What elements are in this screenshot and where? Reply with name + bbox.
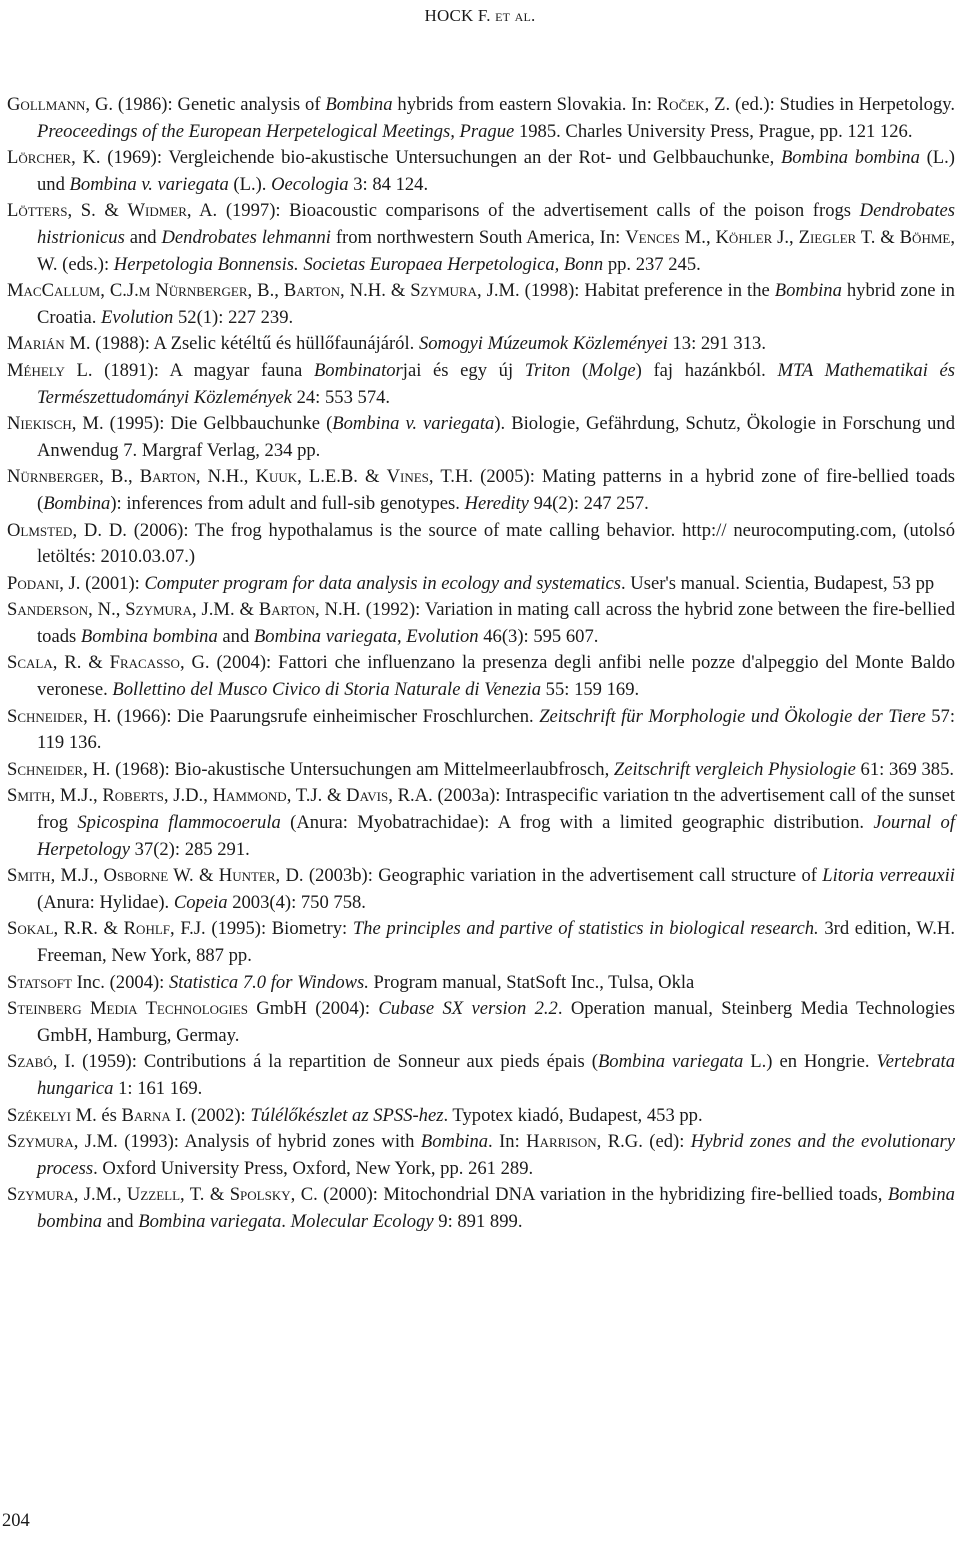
author-name: Sanderson	[7, 599, 89, 621]
author-name: Barna	[121, 1104, 171, 1126]
author-name: Statsoft	[7, 971, 72, 993]
author-name: Roberts	[102, 785, 164, 807]
text-run: W. &	[168, 865, 219, 887]
text-run: , J.M. (1998): Habitat preference in the	[476, 280, 775, 302]
text-run: . In:	[488, 1131, 527, 1153]
text-run: , C.J.	[100, 280, 139, 302]
italic-run: Molecular Ecology	[290, 1210, 434, 1232]
text-run: hybrids from eastern Slovakia. In:	[392, 94, 657, 115]
text-run: (L.).	[228, 173, 272, 195]
text-run: , N.H.,	[195, 466, 256, 488]
author-name: Hunter	[218, 865, 276, 887]
reference-entry	[7, 996, 955, 1049]
text-run: , F.J. (1995): Biometry:	[170, 918, 353, 940]
text-run: 52(1): 227 239.	[173, 306, 294, 328]
author-name: Nürnberger	[7, 466, 100, 488]
author-name: Kuuk	[255, 466, 298, 488]
italic-run: Bombina bombina	[80, 625, 218, 647]
text-run: 94(2): 247 257.	[528, 492, 649, 514]
author-name: Szabó	[7, 1051, 53, 1073]
author-name: Widmer	[127, 200, 187, 222]
text-run: 24: 553 574.	[291, 386, 391, 408]
text-run: , J. (2001):	[59, 572, 145, 594]
italic-run: MTA Mathematikai és Természettudományi Közlemények	[37, 359, 956, 408]
text-run: , T.H. (2005): Mating patterns in a hybrid zone of fire-bellied toads (	[37, 466, 955, 514]
italic-run: The principles and partive of statistics in biological research.	[352, 918, 819, 940]
text-run: 57: 119 136.	[37, 705, 955, 754]
author-name: Böhme	[899, 226, 951, 248]
reference-entry	[7, 1049, 955, 1102]
reference-entry	[7, 198, 955, 278]
text-run: . Typotex kiadó, Budapest, 453 pp.	[443, 1104, 703, 1126]
reference-entry	[7, 704, 955, 757]
reference-entry	[7, 518, 955, 571]
text-run: , M.J.,	[50, 865, 104, 887]
text-run: , N.H. (1992): Variation in mating call across the hybrid zone between the fire-bellied toads	[37, 599, 956, 647]
text-run: M.,	[679, 226, 716, 248]
text-run: , T. &	[180, 1184, 230, 1206]
italic-run: Zeitschrift für Morphologie und Ökologie der Tiere	[539, 705, 926, 727]
text-run: , R.R. &	[53, 918, 124, 940]
italic-run: Dendrobates lehmanni	[161, 226, 331, 248]
author-name: Olmsted	[7, 519, 73, 541]
italic-run: Heredity	[464, 492, 529, 514]
text-run: , C. (2000): Mitochondrial DNA variation in the hybridizing fire-bellied toads,	[290, 1184, 888, 1206]
italic-run: Bombina variegata	[597, 1051, 744, 1073]
author-name: Marián	[7, 333, 65, 355]
italic-run: Spicospina flammocoerula	[77, 812, 281, 834]
text-run: jai és egy új	[402, 359, 525, 381]
text-run: I. (2002):	[170, 1104, 251, 1126]
text-run: 3rd edition, W.H. Freeman, New York, 887 pp.	[37, 918, 955, 966]
text-run: , W. (eds.):	[37, 226, 955, 275]
italic-run: Evolution	[406, 625, 479, 647]
text-run: ) faj hazánkból.	[635, 359, 778, 381]
text-run: , J.M.,	[73, 1184, 127, 1206]
text-run: , K. (1969): Vergleichende bio-akustische Untersuchungen an der Rot- und Gelbbauchunke,	[71, 147, 781, 169]
author-name: Schneider	[7, 705, 84, 727]
reference-entry	[7, 1182, 955, 1235]
text-run: , N.H. &	[340, 280, 411, 302]
author-name: Székelyi	[7, 1104, 71, 1126]
author-name: Smith	[7, 785, 51, 807]
italic-run: Bombina variegata	[138, 1210, 282, 1232]
text-run: hybrid zone in Croatia.	[37, 280, 955, 328]
reference-entry	[7, 1103, 955, 1130]
text-run: and	[102, 1210, 139, 1232]
italic-run: Triton	[524, 359, 571, 381]
author-name: Davis	[346, 785, 389, 807]
italic-run: Cubase SX version 2.2	[378, 998, 558, 1020]
author-name: Uzzell	[126, 1184, 181, 1206]
text-run: M. és	[70, 1104, 122, 1126]
reference-entry	[7, 1129, 955, 1182]
text-run: from northwestern South America, In:	[330, 226, 626, 248]
text-run: , L.E.B. &	[297, 466, 387, 488]
text-run: pp. 237 245.	[603, 253, 701, 275]
author-name: Vences	[625, 226, 680, 248]
text-run: , G. (2004): Fattori che influenzano la presenza degli anfibi nelle pozze d'alpeggio del Monte Baldo veronese.	[37, 652, 956, 701]
author-name: Lörcher	[7, 147, 72, 169]
text-run: . Operation manual, Steinberg Media Technologies GmbH, Hamburg, Germay.	[37, 998, 955, 1046]
author-name: Szymura	[125, 599, 192, 621]
author-name: Fracasso	[109, 652, 180, 674]
text-run: 1985. Charles University Press, Prague, pp. 121 126.	[514, 120, 913, 142]
italic-run: Bombina	[325, 94, 393, 115]
text-run: 1: 161 169.	[113, 1077, 203, 1099]
author-name: Scala	[7, 652, 53, 674]
italic-run: Bombina v. variegata	[332, 413, 495, 435]
author-name: MacCallum	[7, 280, 101, 302]
author-name: Niekisch	[7, 413, 72, 435]
text-run: , J.M. &	[191, 599, 259, 621]
text-run: 13: 291 313.	[667, 333, 766, 355]
text-run: (L.) und	[37, 147, 955, 195]
text-run: , H. (1966): Die Paarungsrufe einheimischer Froschlurchen.	[83, 705, 540, 727]
italic-run: Zeitschrift vergleich Physiologie	[613, 758, 856, 780]
italic-run: Oecologia	[271, 173, 349, 195]
text-run: , B.,	[99, 466, 140, 488]
text-run: J.,	[772, 226, 799, 248]
author-name: Rohlf	[123, 918, 171, 940]
text-run: T. &	[856, 226, 900, 248]
text-run: , T.J. &	[286, 785, 347, 807]
reference-entry	[7, 92, 955, 145]
text-run: , J.D.,	[163, 785, 213, 807]
text-run: Inc. (2004):	[71, 971, 169, 993]
reference-entry	[7, 757, 955, 784]
author-name: Spolsky	[229, 1184, 291, 1206]
reference-list	[7, 92, 955, 1236]
text-run: L. (1891): A magyar fauna	[64, 359, 314, 381]
reference-entry	[7, 650, 955, 703]
text-run: , M.J.,	[50, 785, 103, 807]
italic-run: Preoceedings of the European Herpetelogical Meetings, Prague	[37, 120, 515, 142]
reference-entry	[7, 145, 955, 198]
text-run: 2003(4): 750 758.	[227, 891, 366, 913]
author-name: Steinberg Media Technologies	[7, 998, 248, 1020]
italic-run: Bombina	[43, 492, 111, 514]
reference-entry	[7, 916, 955, 969]
text-run: (Anura: Hylidae).	[37, 891, 174, 913]
italic-run: Statistica 7.0 for Windows.	[169, 971, 369, 993]
italic-run: Bombina bombina	[37, 1184, 955, 1232]
reference-entry	[7, 970, 955, 997]
reference-entry	[7, 358, 955, 411]
italic-run: Bombina bombina	[780, 147, 920, 169]
text-run: ). Biologie, Gefährdung, Schutz, Ökologie in Forschung und Anwendug 7. Margraf Verlag, 234 pp.	[37, 413, 955, 461]
text-run: 3: 84 124.	[348, 173, 429, 195]
text-run: , D. D. (2006): The frog hypothalamus is the source of mate calling behavior. http:// neurocomputing.com, (utolsó letöltés: 2010.03.07.)	[37, 519, 955, 568]
text-run: , N.,	[88, 599, 126, 621]
author-name: Roček	[656, 94, 705, 115]
author-name: Hammond	[212, 785, 287, 807]
page-number: 204	[2, 1511, 30, 1531]
reference-entry	[7, 278, 955, 331]
italic-run: Herpetologia Bonnensis. Societas Europaea Herpetologica, Bonn	[113, 253, 604, 275]
text-run: , S. &	[67, 200, 128, 222]
italic-run: Túlélőkészlet az SPSS-hez	[250, 1104, 444, 1126]
italic-run: Litoria verreauxii	[822, 865, 955, 887]
italic-run: Vertebrata hungarica	[37, 1051, 955, 1099]
text-run: ): inferences from adult and full-sib genotypes.	[110, 492, 465, 514]
reference-entry	[7, 783, 955, 863]
text-run: 46(3): 595 607.	[478, 625, 599, 647]
text-run: 61: 369 385.	[855, 758, 955, 780]
author-name: Szymura	[410, 280, 477, 302]
text-run: 9: 891 899.	[433, 1210, 523, 1232]
italic-run: Somogyi Múzeumok Közleményei	[418, 333, 668, 355]
italic-run: Hybrid zones and the evolutionary process	[37, 1131, 955, 1179]
reference-entry	[7, 464, 955, 517]
author-name: Schneider	[7, 758, 84, 780]
italic-run: Dendrobates histrionicus	[37, 200, 956, 248]
italic-run: Bombina	[420, 1131, 489, 1153]
text-run: , M. (1995): Die Gelbbauchunke (	[71, 413, 333, 435]
italic-run: Bollettino del Musco Civico di Storia Naturale di Venezia	[112, 679, 542, 701]
text-run: , D. (2003b): Geographic variation in the advertisement call structure of	[275, 865, 823, 887]
italic-run: Bombina variegata	[253, 625, 397, 647]
author-name: Szymura	[7, 1184, 74, 1206]
reference-entry	[7, 863, 955, 916]
reference-entry	[7, 597, 955, 650]
author-name: Nürnberger	[155, 280, 248, 302]
author-name: Harrison	[526, 1131, 597, 1153]
reference-entry	[7, 411, 955, 464]
author-name: m	[138, 280, 151, 302]
text-run: Program manual, StatSoft Inc., Tulsa, Okla	[368, 971, 695, 993]
italic-run: Journal of Herpetology	[37, 812, 955, 860]
text-run: , B.,	[247, 280, 284, 302]
text-run: , R.G. (ed):	[596, 1131, 691, 1153]
author-name: Osborne	[103, 865, 169, 887]
reference-entry	[7, 331, 955, 358]
text-run: .	[281, 1210, 291, 1232]
text-run: 37(2): 285 291.	[129, 838, 250, 860]
text-run: , H. (1968): Bio-akustische Untersuchungen am Mittelmeerlaubfrosch,	[83, 758, 614, 780]
author-name: Smith	[7, 865, 51, 887]
author-name: Podani	[7, 572, 60, 594]
text-run: . User's manual. Scientia, Budapest, 53 pp	[620, 572, 935, 594]
text-run: GmbH (2004):	[247, 998, 379, 1020]
text-run: L.) en Hongrie.	[743, 1051, 877, 1073]
author-name: Gollmann	[7, 94, 86, 115]
text-run: ,	[397, 625, 407, 647]
author-name: Barton	[258, 599, 316, 621]
text-run: and	[217, 625, 254, 647]
text-run: , G. (1986): Genetic analysis of	[85, 94, 326, 115]
text-run: and	[124, 226, 162, 248]
text-run: , A. (1997): Bioacoustic comparisons of the advertisement calls of the poison frogs	[186, 200, 860, 222]
author-name: Sokal	[7, 918, 54, 940]
italic-run: Bombina	[774, 280, 842, 302]
italic-run: Copeia	[173, 891, 228, 913]
running-head: HOCK F. et al.	[424, 6, 536, 25]
italic-run: Bombinator	[313, 359, 403, 381]
author-name: Szymura	[7, 1131, 74, 1153]
reference-entry	[7, 571, 955, 598]
text-run: , R. &	[52, 652, 110, 674]
text-run: , J.M. (1993): Analysis of hybrid zones with	[73, 1131, 421, 1153]
author-name: Köhler	[715, 226, 773, 248]
author-name: Barton	[283, 280, 341, 302]
author-name: Barton	[139, 466, 196, 488]
italic-run: Evolution	[101, 306, 174, 328]
author-name: Ziegler	[798, 226, 857, 248]
author-name: Lötters	[7, 200, 68, 222]
italic-run: Computer program for data analysis in ecology and systematics	[144, 572, 621, 594]
italic-run: Bombina v. variegata	[69, 173, 229, 195]
text-run: , Z. (ed.): Studies in Herpetology.	[704, 94, 955, 115]
italic-run: Molge	[588, 359, 636, 381]
text-run: , I. (1959): Contributions á la repartition de Sonneur aux pieds épais (	[52, 1051, 598, 1073]
author-name: Méhely	[7, 359, 65, 381]
text-run: (	[570, 359, 589, 381]
text-run: , R.A. (2003a): Intraspecific variation tn the advertisement call of the sunset frog	[37, 785, 955, 834]
text-run: . Oxford University Press, Oxford, New York, pp. 261 289.	[93, 1157, 534, 1179]
author-name: Vines	[386, 466, 429, 488]
text-run: M. (1988): A Zselic kétéltű és hüllőfaunájáról.	[64, 333, 419, 355]
text-run: (Anura: Myobatrachidae): A frog with a limited geographic distribution.	[280, 812, 874, 834]
text-run: 55: 159 169.	[541, 679, 640, 701]
